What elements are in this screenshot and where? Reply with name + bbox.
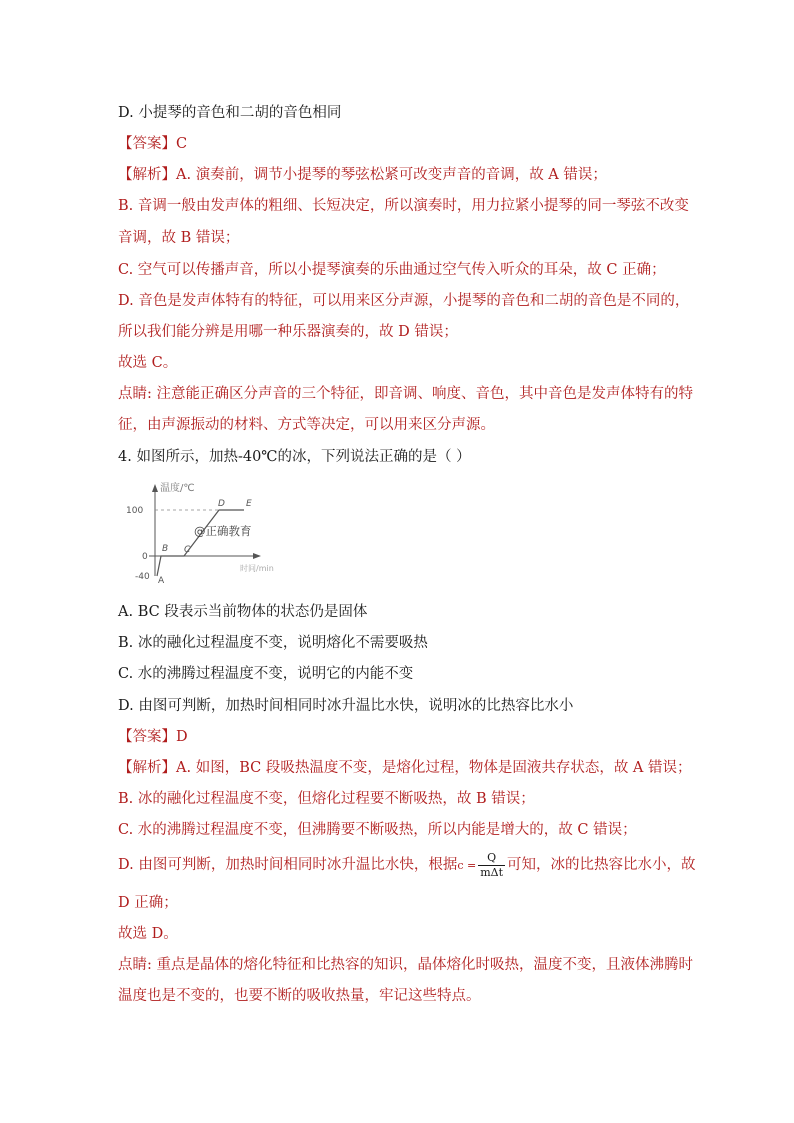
- answer-tag: 【答案】: [118, 729, 176, 745]
- q4-analysis-c: C. 水的沸腾过程温度不变，但沸腾要不断吸热，所以内能是增大的，故 C 错误；: [118, 822, 637, 838]
- analysis-text: A. 演奏前，调节小提琴的琴弦松紧可改变声音的音调，故 A 错误；: [176, 167, 607, 183]
- q3-analysis-d1: D. 音色是发声体特有的特征，可以用来区分声源，小提琴的音色和二胡的音色是不同的，: [118, 293, 690, 309]
- formula-lhs: c =: [457, 859, 477, 872]
- q3-tip-2: 征，由声源振动的材料、方式等决定，可以用来区分声源。: [118, 417, 495, 433]
- q3-analysis-d2: 所以我们能分辨是用哪一种乐器演奏的，故 D 错误；: [118, 324, 458, 340]
- point-d-label: D: [218, 499, 225, 509]
- tick-0: 0: [142, 552, 148, 562]
- q4-option-b: B. 冰的融化过程温度不变，说明熔化不需要吸热: [118, 635, 428, 651]
- point-c-label: C: [184, 545, 191, 555]
- watermark: @正确教育: [194, 524, 252, 538]
- tip-text: 注意能正确区分声音的三个特征，即音调、响度、音色，其中音色是发声体特有的特: [151, 386, 693, 402]
- q4-answer: [118, 727, 188, 747]
- q3-tip-1: [118, 384, 693, 404]
- answer-value: C: [176, 136, 188, 152]
- point-b-label: B: [162, 544, 169, 554]
- formula-fraction: [478, 851, 505, 880]
- tick-neg40: -40: [135, 572, 150, 582]
- answer-tag: 【答案】: [118, 136, 176, 152]
- q3-analysis-c: C. 空气可以传播声音，所以小提琴演奏的乐曲通过空气传入听众的耳朵，故 C 正确；: [118, 262, 666, 278]
- x-axis-arrow: [253, 553, 261, 559]
- point-a-label: A: [158, 576, 165, 586]
- q4-analysis-d2: D 正确；: [118, 895, 178, 911]
- q4-choose: 故选 D。: [118, 926, 178, 942]
- y-axis-label: 温度/℃: [160, 483, 195, 494]
- analysis-text: A. 如图，BC 段吸热温度不变，是熔化过程，物体是固液共存状态，故 A 错误；: [176, 760, 692, 776]
- x-axis-label: 时间/min: [240, 564, 274, 573]
- tip-tag: 点睛:: [118, 386, 152, 402]
- formula-numerator: Q: [478, 851, 505, 866]
- tick-100: 100: [126, 506, 144, 516]
- tip-text: 重点是晶体的熔化特征和比热容的知识，晶体熔化时吸热，温度不变，且液体沸腾时: [151, 957, 693, 973]
- q4-option-d: D. 由图可判断，加热时间相同时冰升温比水快，说明冰的比热容比水小: [118, 698, 574, 714]
- analysis-tag: 【解析】: [118, 167, 176, 183]
- analysis-d-post: 可知，冰的比热容比水小，故: [507, 857, 696, 873]
- analysis-d-pre: D. 由图可判断，加热时间相同时冰升温比水快，根据: [118, 857, 458, 873]
- q4-analysis-b: B. 冰的融化过程温度不变，但熔化过程要不断吸热，故 B 错误；: [118, 791, 535, 807]
- analysis-tag: 【解析】: [118, 760, 176, 776]
- q4-question: 4. 如图所示，加热-40℃的冰，下列说法正确的是（ ）: [118, 449, 471, 465]
- q3-analysis-b2: 音调，故 B 错误；: [118, 230, 240, 246]
- graph-svg: [122, 478, 282, 590]
- q4-tip-1: [118, 955, 693, 975]
- q4-analysis-d1: [118, 848, 696, 883]
- temperature-time-graph: [122, 478, 282, 590]
- q3-choose: 故选 C。: [118, 355, 178, 371]
- q4-option-a: A. BC 段表示当前物体的状态仍是固体: [118, 604, 368, 620]
- q3-analysis-a: [118, 165, 607, 185]
- q3-option-d: D. 小提琴的音色和二胡的音色相同: [118, 105, 342, 121]
- q3-answer: [118, 134, 187, 154]
- answer-value: D: [176, 729, 188, 745]
- formula-denominator: mΔt: [480, 865, 503, 879]
- y-axis-arrow: [152, 484, 158, 492]
- tip-tag: 点睛:: [118, 957, 152, 973]
- heating-curve: [157, 510, 244, 576]
- q4-analysis-a: [118, 758, 692, 778]
- point-e-label: E: [246, 499, 252, 509]
- q4-tip-2: 温度也是不变的，也要不断的吸收热量，牢记这些特点。: [118, 988, 481, 1004]
- q4-option-c: C. 水的沸腾过程温度不变，说明它的内能不变: [118, 666, 414, 682]
- q3-analysis-b1: B. 音调一般由发声体的粗细、长短决定，所以演奏时，用力拉紧小提琴的同一琴弦不改变: [118, 198, 689, 214]
